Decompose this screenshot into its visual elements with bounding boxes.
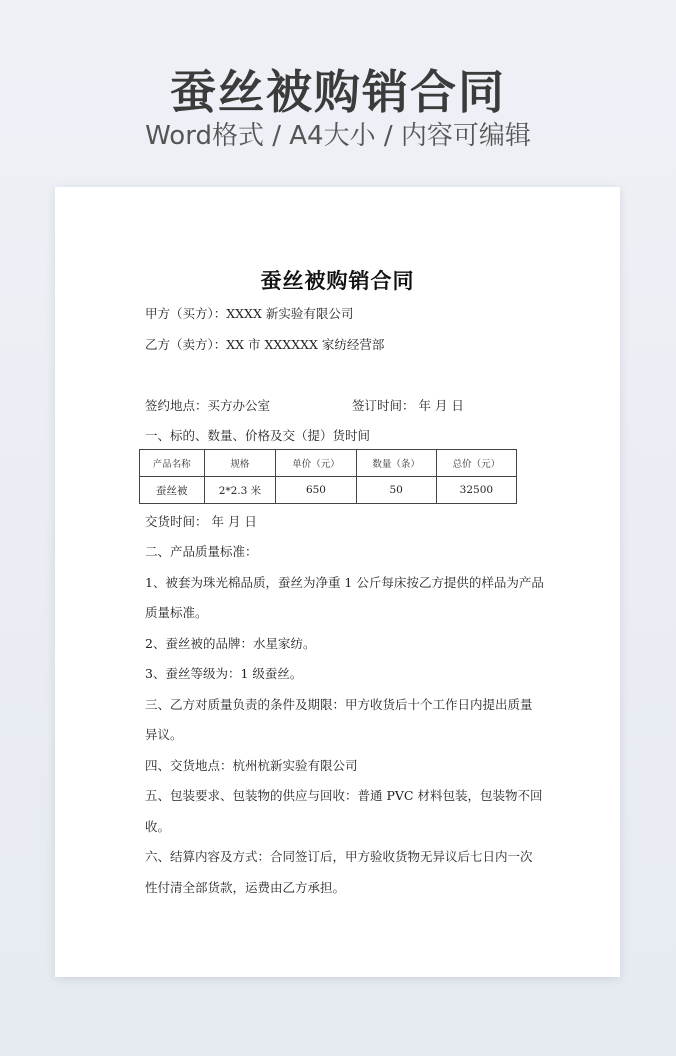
section-6-line-2: 性付清全部货款，运费由乙方承担。 bbox=[145, 880, 346, 895]
table-header: 规格 bbox=[204, 450, 276, 477]
quality-item-2: 2、蚕丝被的品牌：水星家纺。 bbox=[145, 636, 316, 651]
table-header: 总价（元） bbox=[436, 450, 516, 477]
section-5-line-2: 收。 bbox=[145, 819, 171, 834]
section-1-heading: 一、标的、数量、价格及交（提）货时间 bbox=[145, 428, 371, 443]
section-2-heading: 二、产品质量标准： bbox=[145, 544, 258, 559]
sign-place: 签约地点：买方办公室 bbox=[145, 398, 271, 413]
table-cell: 32500 bbox=[436, 477, 516, 504]
quality-item-1-line-1: 1、被套为珠光棉品质，蚕丝为净重 1 公斤每床按乙方提供的样品为产品 bbox=[145, 575, 544, 590]
banner-subtitle: Word格式 / A4大小 / 内容可编辑 bbox=[145, 121, 531, 151]
quality-item-1-line-2: 质量标准。 bbox=[145, 605, 208, 620]
table-cell: 2*2.3 米 bbox=[204, 477, 276, 504]
goods-table bbox=[139, 449, 517, 504]
sign-time: 签订时间： 年 月 日 bbox=[352, 398, 464, 413]
section-5-line-1: 五、包装要求、包装物的供应与回收：普通 PVC 材料包装，包装物不回 bbox=[145, 788, 543, 803]
table-cell: 蚕丝被 bbox=[140, 477, 205, 504]
party-b: 乙方（卖方）：XX 市 XXXXXX 家纺经营部 bbox=[145, 337, 385, 352]
table-header: 单价（元） bbox=[276, 450, 356, 477]
document-page bbox=[55, 187, 620, 977]
section-3-line-2: 异议。 bbox=[145, 727, 183, 742]
table-header-row bbox=[140, 450, 517, 477]
section-3-line-1: 三、乙方对质量负责的条件及期限：甲方收货后十个工作日内提出质量 bbox=[145, 697, 533, 712]
section-6-line-1: 六、结算内容及方式：合同签订后，甲方验收货物无异议后七日内一次 bbox=[145, 849, 533, 864]
party-a: 甲方（买方）：XXXX 新实验有限公司 bbox=[145, 306, 354, 321]
table-row bbox=[140, 477, 517, 504]
banner-title: 蚕丝被购销合同 bbox=[170, 65, 506, 119]
document-title: 蚕丝被购销合同 bbox=[260, 268, 415, 293]
table-header: 产品名称 bbox=[140, 450, 205, 477]
section-4: 四、交货地点：杭州杭新实验有限公司 bbox=[145, 758, 358, 773]
quality-item-3: 3、蚕丝等级为：1 级蚕丝。 bbox=[145, 666, 303, 681]
table-cell: 50 bbox=[356, 477, 436, 504]
delivery-time: 交货时间： 年 月 日 bbox=[145, 514, 257, 529]
table-cell: 650 bbox=[276, 477, 356, 504]
table-header: 数量（条） bbox=[356, 450, 436, 477]
